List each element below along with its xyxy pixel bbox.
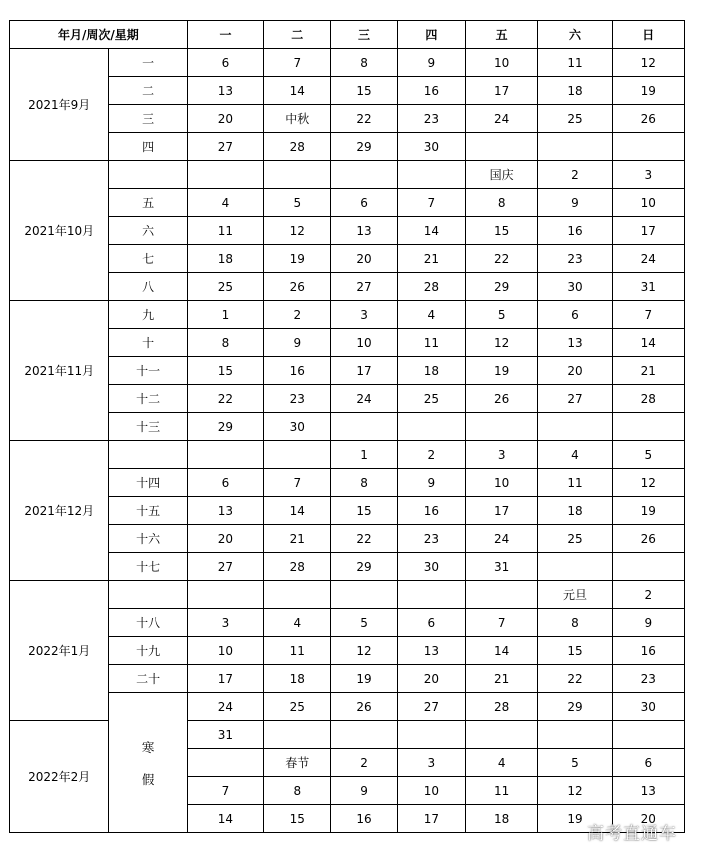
week-label: 四 xyxy=(109,133,187,161)
day-cell: 1 xyxy=(187,301,263,329)
day-cell: 7 xyxy=(264,49,331,77)
table-row xyxy=(10,161,685,189)
day-cell: 29 xyxy=(331,133,397,161)
day-cell: 22 xyxy=(331,105,397,133)
day-cell: 11 xyxy=(264,637,331,665)
day-cell: 28 xyxy=(612,385,684,413)
vacation-char-1: 寒 xyxy=(141,739,155,755)
day-cell: 11 xyxy=(397,329,465,357)
day-cell: 13 xyxy=(187,77,263,105)
school-calendar-table xyxy=(9,20,685,833)
day-cell: 17 xyxy=(397,805,465,833)
day-cell: 24 xyxy=(331,385,397,413)
day-cell: 19 xyxy=(612,497,684,525)
day-cell: 9 xyxy=(331,777,397,805)
day-cell: 29 xyxy=(187,413,263,441)
day-cell xyxy=(187,749,263,777)
day-cell: 16 xyxy=(397,77,465,105)
day-cell: 6 xyxy=(397,609,465,637)
day-cell xyxy=(465,581,537,609)
day-cell: 21 xyxy=(397,245,465,273)
day-cell: 27 xyxy=(397,693,465,721)
table-row xyxy=(10,581,685,609)
day-cell xyxy=(331,413,397,441)
day-cell: 3 xyxy=(331,301,397,329)
day-cell: 31 xyxy=(465,553,537,581)
day-cell: 16 xyxy=(538,217,612,245)
day-cell: 1 xyxy=(331,441,397,469)
day-cell: 30 xyxy=(397,133,465,161)
day-cell: 6 xyxy=(331,189,397,217)
table-row xyxy=(10,77,685,105)
week-label: 十五 xyxy=(109,497,187,525)
week-label: 十一 xyxy=(109,357,187,385)
day-cell: 27 xyxy=(331,273,397,301)
day-cell: 21 xyxy=(465,665,537,693)
day-cell: 10 xyxy=(612,189,684,217)
table-row xyxy=(10,189,685,217)
day-cell: 8 xyxy=(187,329,263,357)
day-cell: 8 xyxy=(264,777,331,805)
day-cell: 7 xyxy=(397,189,465,217)
weekday-fri: 五 xyxy=(465,21,537,49)
table-row xyxy=(10,301,685,329)
table-row xyxy=(10,357,685,385)
day-cell: 19 xyxy=(331,665,397,693)
day-cell: 20 xyxy=(187,105,263,133)
day-cell xyxy=(612,721,684,749)
day-cell: 30 xyxy=(264,413,331,441)
day-cell: 25 xyxy=(397,385,465,413)
day-cell: 25 xyxy=(187,273,263,301)
day-cell: 30 xyxy=(397,553,465,581)
day-cell xyxy=(187,441,263,469)
day-cell: 国庆 xyxy=(465,161,537,189)
table-row xyxy=(10,693,685,721)
day-cell: 15 xyxy=(264,805,331,833)
day-cell: 16 xyxy=(264,357,331,385)
day-cell: 13 xyxy=(612,777,684,805)
day-cell: 26 xyxy=(612,525,684,553)
day-cell: 17 xyxy=(465,497,537,525)
day-cell: 19 xyxy=(465,357,537,385)
week-label: 十 xyxy=(109,329,187,357)
day-cell: 7 xyxy=(612,301,684,329)
table-row xyxy=(10,413,685,441)
day-cell: 26 xyxy=(331,693,397,721)
table-row xyxy=(10,49,685,77)
day-cell: 11 xyxy=(538,469,612,497)
day-cell: 4 xyxy=(465,749,537,777)
day-cell: 6 xyxy=(187,49,263,77)
day-cell: 2 xyxy=(331,749,397,777)
day-cell: 8 xyxy=(331,469,397,497)
day-cell: 9 xyxy=(397,49,465,77)
day-cell: 8 xyxy=(538,609,612,637)
day-cell: 2 xyxy=(397,441,465,469)
day-cell: 4 xyxy=(538,441,612,469)
day-cell: 24 xyxy=(465,105,537,133)
day-cell xyxy=(187,161,263,189)
watermark: 高考直通车 xyxy=(587,824,677,844)
day-cell: 28 xyxy=(465,693,537,721)
day-cell: 16 xyxy=(397,497,465,525)
day-cell: 18 xyxy=(264,665,331,693)
day-cell: 7 xyxy=(465,609,537,637)
day-cell: 23 xyxy=(264,385,331,413)
day-cell: 12 xyxy=(331,637,397,665)
day-cell: 14 xyxy=(264,77,331,105)
day-cell: 14 xyxy=(264,497,331,525)
day-cell: 27 xyxy=(538,385,612,413)
day-cell: 28 xyxy=(264,133,331,161)
week-label: 八 xyxy=(109,273,187,301)
day-cell: 10 xyxy=(465,49,537,77)
weekday-mon: 一 xyxy=(187,21,263,49)
day-cell xyxy=(264,581,331,609)
day-cell: 春节 xyxy=(264,749,331,777)
day-cell xyxy=(397,413,465,441)
day-cell: 25 xyxy=(538,525,612,553)
day-cell: 13 xyxy=(331,217,397,245)
week-label: 二 xyxy=(109,77,187,105)
day-cell: 5 xyxy=(264,189,331,217)
day-cell: 5 xyxy=(612,441,684,469)
day-cell: 2 xyxy=(264,301,331,329)
day-cell: 25 xyxy=(264,693,331,721)
day-cell: 24 xyxy=(465,525,537,553)
day-cell: 6 xyxy=(538,301,612,329)
month-label-sep-2021: 2021年9月 xyxy=(10,49,109,161)
day-cell xyxy=(538,413,612,441)
day-cell: 2 xyxy=(538,161,612,189)
day-cell: 15 xyxy=(465,217,537,245)
day-cell: 10 xyxy=(331,329,397,357)
day-cell: 12 xyxy=(465,329,537,357)
weekday-sat: 六 xyxy=(538,21,612,49)
day-cell xyxy=(612,133,684,161)
day-cell: 28 xyxy=(264,553,331,581)
day-cell: 29 xyxy=(331,553,397,581)
week-label: 三 xyxy=(109,105,187,133)
table-row xyxy=(10,609,685,637)
week-label-empty xyxy=(109,441,187,469)
day-cell: 23 xyxy=(397,525,465,553)
day-cell: 26 xyxy=(465,385,537,413)
table-row xyxy=(10,105,685,133)
day-cell: 30 xyxy=(612,693,684,721)
day-cell: 18 xyxy=(538,497,612,525)
day-cell: 14 xyxy=(187,805,263,833)
table-row xyxy=(10,469,685,497)
week-label: 十四 xyxy=(109,469,187,497)
day-cell: 3 xyxy=(465,441,537,469)
month-label-feb-2022: 2022年2月 xyxy=(10,721,109,833)
day-cell: 20 xyxy=(538,357,612,385)
week-label: 六 xyxy=(109,217,187,245)
day-cell: 14 xyxy=(612,329,684,357)
table-row xyxy=(10,441,685,469)
day-cell: 10 xyxy=(187,637,263,665)
table-row xyxy=(10,245,685,273)
day-cell: 27 xyxy=(187,133,263,161)
week-label-empty xyxy=(109,581,187,609)
table-row xyxy=(10,133,685,161)
day-cell: 24 xyxy=(612,245,684,273)
weekday-thu: 四 xyxy=(397,21,465,49)
day-cell: 18 xyxy=(187,245,263,273)
month-label-jan-2022: 2022年1月 xyxy=(10,581,109,721)
day-cell xyxy=(538,133,612,161)
day-cell: 31 xyxy=(187,721,263,749)
weekday-tue: 二 xyxy=(264,21,331,49)
table-row xyxy=(10,329,685,357)
table-row xyxy=(10,525,685,553)
day-cell: 29 xyxy=(538,693,612,721)
day-cell: 7 xyxy=(187,777,263,805)
day-cell xyxy=(538,553,612,581)
day-cell: 21 xyxy=(612,357,684,385)
day-cell: 8 xyxy=(465,189,537,217)
day-cell: 12 xyxy=(264,217,331,245)
day-cell: 9 xyxy=(612,609,684,637)
day-cell: 21 xyxy=(264,525,331,553)
week-label: 十三 xyxy=(109,413,187,441)
day-cell xyxy=(264,721,331,749)
day-cell: 30 xyxy=(538,273,612,301)
day-cell: 23 xyxy=(397,105,465,133)
day-cell xyxy=(187,581,263,609)
day-cell: 19 xyxy=(538,805,612,833)
winter-vacation-label xyxy=(109,693,187,833)
day-cell: 26 xyxy=(264,273,331,301)
day-cell: 16 xyxy=(612,637,684,665)
day-cell: 18 xyxy=(538,77,612,105)
day-cell: 3 xyxy=(397,749,465,777)
day-cell: 8 xyxy=(331,49,397,77)
day-cell: 20 xyxy=(331,245,397,273)
day-cell: 20 xyxy=(187,525,263,553)
day-cell xyxy=(397,161,465,189)
weekday-sun: 日 xyxy=(612,21,684,49)
day-cell: 11 xyxy=(187,217,263,245)
day-cell: 4 xyxy=(264,609,331,637)
day-cell: 元旦 xyxy=(538,581,612,609)
day-cell: 2 xyxy=(612,581,684,609)
day-cell: 28 xyxy=(397,273,465,301)
day-cell: 22 xyxy=(187,385,263,413)
day-cell: 18 xyxy=(397,357,465,385)
day-cell: 14 xyxy=(465,637,537,665)
week-label: 二十 xyxy=(109,665,187,693)
day-cell xyxy=(264,161,331,189)
day-cell: 13 xyxy=(538,329,612,357)
day-cell: 12 xyxy=(612,49,684,77)
day-cell xyxy=(538,721,612,749)
week-label: 一 xyxy=(109,49,187,77)
day-cell: 13 xyxy=(397,637,465,665)
day-cell: 6 xyxy=(187,469,263,497)
day-cell: 22 xyxy=(538,665,612,693)
day-cell: 25 xyxy=(538,105,612,133)
week-label: 十二 xyxy=(109,385,187,413)
week-label-empty xyxy=(109,161,187,189)
day-cell: 16 xyxy=(331,805,397,833)
day-cell: 22 xyxy=(465,245,537,273)
day-cell: 11 xyxy=(465,777,537,805)
table-row xyxy=(10,217,685,245)
day-cell: 10 xyxy=(397,777,465,805)
day-cell: 15 xyxy=(331,77,397,105)
day-cell: 17 xyxy=(187,665,263,693)
day-cell xyxy=(264,441,331,469)
table-row xyxy=(10,637,685,665)
header-row xyxy=(10,21,685,49)
table-row xyxy=(10,553,685,581)
day-cell xyxy=(465,133,537,161)
table-row xyxy=(10,273,685,301)
day-cell: 13 xyxy=(187,497,263,525)
day-cell: 3 xyxy=(187,609,263,637)
day-cell: 19 xyxy=(612,77,684,105)
day-cell: 12 xyxy=(612,469,684,497)
day-cell xyxy=(331,721,397,749)
day-cell xyxy=(397,581,465,609)
day-cell: 18 xyxy=(465,805,537,833)
day-cell: 23 xyxy=(612,665,684,693)
day-cell: 15 xyxy=(187,357,263,385)
day-cell: 9 xyxy=(264,329,331,357)
day-cell: 29 xyxy=(465,273,537,301)
week-label: 十八 xyxy=(109,609,187,637)
week-label: 五 xyxy=(109,189,187,217)
week-label: 十九 xyxy=(109,637,187,665)
week-label: 十七 xyxy=(109,553,187,581)
month-label-nov-2021: 2021年11月 xyxy=(10,301,109,441)
day-cell: 26 xyxy=(612,105,684,133)
day-cell: 31 xyxy=(612,273,684,301)
day-cell: 3 xyxy=(612,161,684,189)
day-cell: 23 xyxy=(538,245,612,273)
day-cell: 20 xyxy=(612,805,684,833)
table-row xyxy=(10,497,685,525)
day-cell: 12 xyxy=(538,777,612,805)
weekday-wed: 三 xyxy=(331,21,397,49)
day-cell: 14 xyxy=(397,217,465,245)
day-cell: 5 xyxy=(331,609,397,637)
day-cell xyxy=(397,721,465,749)
day-cell: 17 xyxy=(331,357,397,385)
day-cell: 10 xyxy=(465,469,537,497)
day-cell: 17 xyxy=(612,217,684,245)
week-label: 七 xyxy=(109,245,187,273)
day-cell: 中秋 xyxy=(264,105,331,133)
day-cell: 15 xyxy=(331,497,397,525)
day-cell: 19 xyxy=(264,245,331,273)
month-label-oct-2021: 2021年10月 xyxy=(10,161,109,301)
day-cell: 24 xyxy=(187,693,263,721)
vacation-char-2: 假 xyxy=(141,771,155,787)
week-label: 十六 xyxy=(109,525,187,553)
day-cell: 20 xyxy=(397,665,465,693)
table-row xyxy=(10,665,685,693)
table-row xyxy=(10,385,685,413)
day-cell: 9 xyxy=(397,469,465,497)
day-cell: 5 xyxy=(538,749,612,777)
day-cell: 17 xyxy=(465,77,537,105)
month-label-dec-2021: 2021年12月 xyxy=(10,441,109,581)
day-cell: 27 xyxy=(187,553,263,581)
day-cell xyxy=(612,413,684,441)
day-cell: 9 xyxy=(538,189,612,217)
corner-header: 年月/周次/星期 xyxy=(10,21,188,49)
week-label: 九 xyxy=(109,301,187,329)
day-cell: 7 xyxy=(264,469,331,497)
day-cell: 6 xyxy=(612,749,684,777)
day-cell: 22 xyxy=(331,525,397,553)
day-cell xyxy=(331,581,397,609)
day-cell: 4 xyxy=(397,301,465,329)
day-cell xyxy=(465,413,537,441)
day-cell: 5 xyxy=(465,301,537,329)
day-cell xyxy=(331,161,397,189)
day-cell xyxy=(612,553,684,581)
day-cell xyxy=(465,721,537,749)
day-cell: 15 xyxy=(538,637,612,665)
day-cell: 4 xyxy=(187,189,263,217)
day-cell: 11 xyxy=(538,49,612,77)
